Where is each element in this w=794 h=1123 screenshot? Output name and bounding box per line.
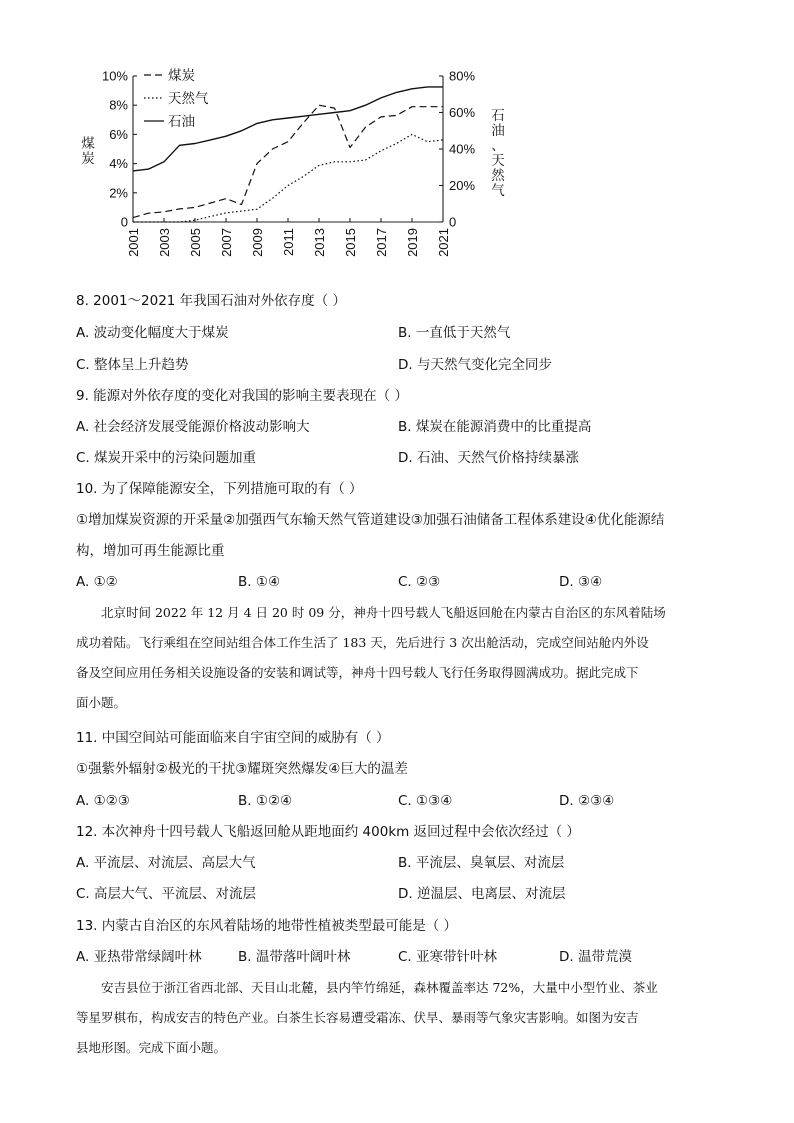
question-10-stem: 10. 为了保障能源安全，下列措施可取的有（ ） [76,481,363,497]
question-10-statements-line-1: ①增加煤炭资源的开采量②加强西气东输天然气管道建设③加强石油储备工程体系建设④优化能源结 [76,512,665,528]
question-11-stem: 11. 中国空间站可能面临来自宇宙空间的威胁有（ ） [76,730,390,746]
question-12-option-a: A. 平流层、对流层、高层大气 [76,855,256,871]
left-tick-label: 4% [109,156,128,172]
x-tick-label: 2017 [374,228,389,257]
question-8-option-d: D. 与天然气变化完全同步 [398,357,552,373]
question-9-option-b: B. 煤炭在能源消费中的比重提高 [398,419,592,435]
question-12-option-c: C. 高层大气、平流层、对流层 [76,886,257,902]
axis-title-char: 气 [491,183,505,199]
passage-2-line-2: 等星罗棋布，构成安吉的特色产业。白茶生长容易遭受霜冻、伏旱、暴雨等气象灾害影响。如图为安吉 [76,1010,639,1025]
axis-title-char: 炭 [81,151,95,167]
right-tick-label: 0 [449,214,457,230]
passage-1-line-1: 北京时间 2022 年 12 月 4 日 20 时 09 分，神舟十四号载人飞船返回舱在内蒙古自治区的东风着陆场 [101,605,666,620]
axis-title-char: 然 [491,168,505,184]
left-tick-label: 2% [109,185,128,201]
question-10-option-b: B. ①④ [238,574,281,590]
question-11-option-b: B. ①②④ [238,793,293,809]
question-13-stem: 13. 内蒙古自治区的东风着陆场的地带性植被类型最可能是（ ） [76,918,458,934]
axis-title-char: 、 [491,138,505,154]
question-11-statements: ①强紫外辐射②极光的干扰③耀斑突然爆发④巨大的温差 [76,761,408,777]
chart-svg [60,58,520,288]
question-8-stem: 8. 2001～2021 年我国石油对外依存度（ ） [76,293,346,309]
legend-label: 石油 [168,114,195,130]
passage-shenzhou [76,598,716,718]
question-12-stem: 12. 本次神舟十四号载人飞船返回舱从距地面约 400km 返回过程中会依次经过（ ） [76,824,580,840]
question-8-option-c: C. 整体呈上升趋势 [76,357,189,373]
left-tick-label: 10% [101,68,128,84]
question-9-option-c: C. 煤炭开采中的污染问题加重 [76,450,257,466]
question-13-option-a: A. 亚热带常绿阔叶林 [76,949,202,965]
dependency-line-chart [60,58,520,288]
right-axis-title [491,108,505,199]
right-tick-label: 60% [449,105,476,120]
x-tick-label: 2019 [405,228,420,257]
right-tick-label: 80% [449,68,476,84]
legend-label: 天然气 [168,91,209,107]
question-11-option-c: C. ①③④ [398,793,453,809]
question-10-option-a: A. ①② [76,574,118,590]
x-tick-label: 2015 [343,228,358,257]
axis-title-char: 天 [491,153,505,169]
x-tick-label: 2009 [250,228,265,257]
passage-2-line-1: 安吉县位于浙江省西北部、天目山北麓，县内竿竹绵延，森林覆盖率达 72%，大量中小型竹业、茶业 [101,980,658,995]
question-11-option-a: A. ①②③ [76,793,130,809]
axis-title-char: 石 [491,108,505,124]
question-12-option-d: D. 逆温层、电离层、对流层 [398,886,566,902]
question-10-option-c: C. ②③ [398,574,441,590]
x-tick-label: 2013 [312,228,327,257]
question-9-option-d: D. 石油、天然气价格持续暴涨 [398,450,579,466]
question-10-statements-line-2: 构，增加可再生能源比重 [76,543,225,559]
right-tick-label: 20% [449,178,476,193]
left-tick-label: 8% [109,97,128,113]
x-tick-label: 2001 [126,228,141,257]
question-13-option-c: C. 亚寒带针叶林 [398,949,498,965]
question-13-option-b: B. 温带落叶阔叶林 [238,949,351,965]
axis-title-char: 油 [491,123,505,139]
legend [144,67,209,130]
x-tick-label: 2005 [188,228,203,257]
left-tick-label: 0 [120,214,128,230]
passage-1-line-4: 面小题。 [76,695,127,710]
question-13-option-d: D. 温带荒漠 [559,949,632,965]
question-9-stem: 9. 能源对外依存度的变化对我国的影响主要表现在（ ） [76,388,408,404]
right-tick-label: 40% [449,141,476,157]
axis-title-char: 煤 [81,136,95,152]
passage-1-line-3: 备及空间应用任务相关设施设备的安装和调试等，神舟十四号载人飞行任务取得圆满成功。据此完成下 [76,665,639,680]
question-9-option-a: A. 社会经济发展受能源价格波动影响大 [76,419,310,435]
x-tick-label: 2021 [436,228,451,257]
passage-1-line-2: 成功着陆。飞行乘组在空间站组合体工作生活了 183 天，先后进行 3 次出舱活动，完成空间站舱内外设 [76,635,649,650]
left-tick-label: 6% [109,126,128,142]
question-8-option-b: B. 一直低于天然气 [398,325,511,341]
question-11-option-d: D. ②③④ [559,793,615,809]
passage-anji [76,973,716,1063]
legend-label: 煤炭 [168,68,195,84]
x-tick-label: 2011 [281,228,296,256]
x-tick-label: 2007 [219,228,234,257]
x-tick-label: 2003 [157,228,172,257]
question-10-option-d: D. ③④ [559,574,603,590]
question-12-option-b: B. 平流层、臭氧层、对流层 [398,855,565,871]
passage-2-line-3: 县地形图。完成下面小题。 [76,1040,227,1055]
left-axis-title [81,135,95,167]
question-8-option-a: A. 波动变化幅度大于煤炭 [76,325,229,341]
